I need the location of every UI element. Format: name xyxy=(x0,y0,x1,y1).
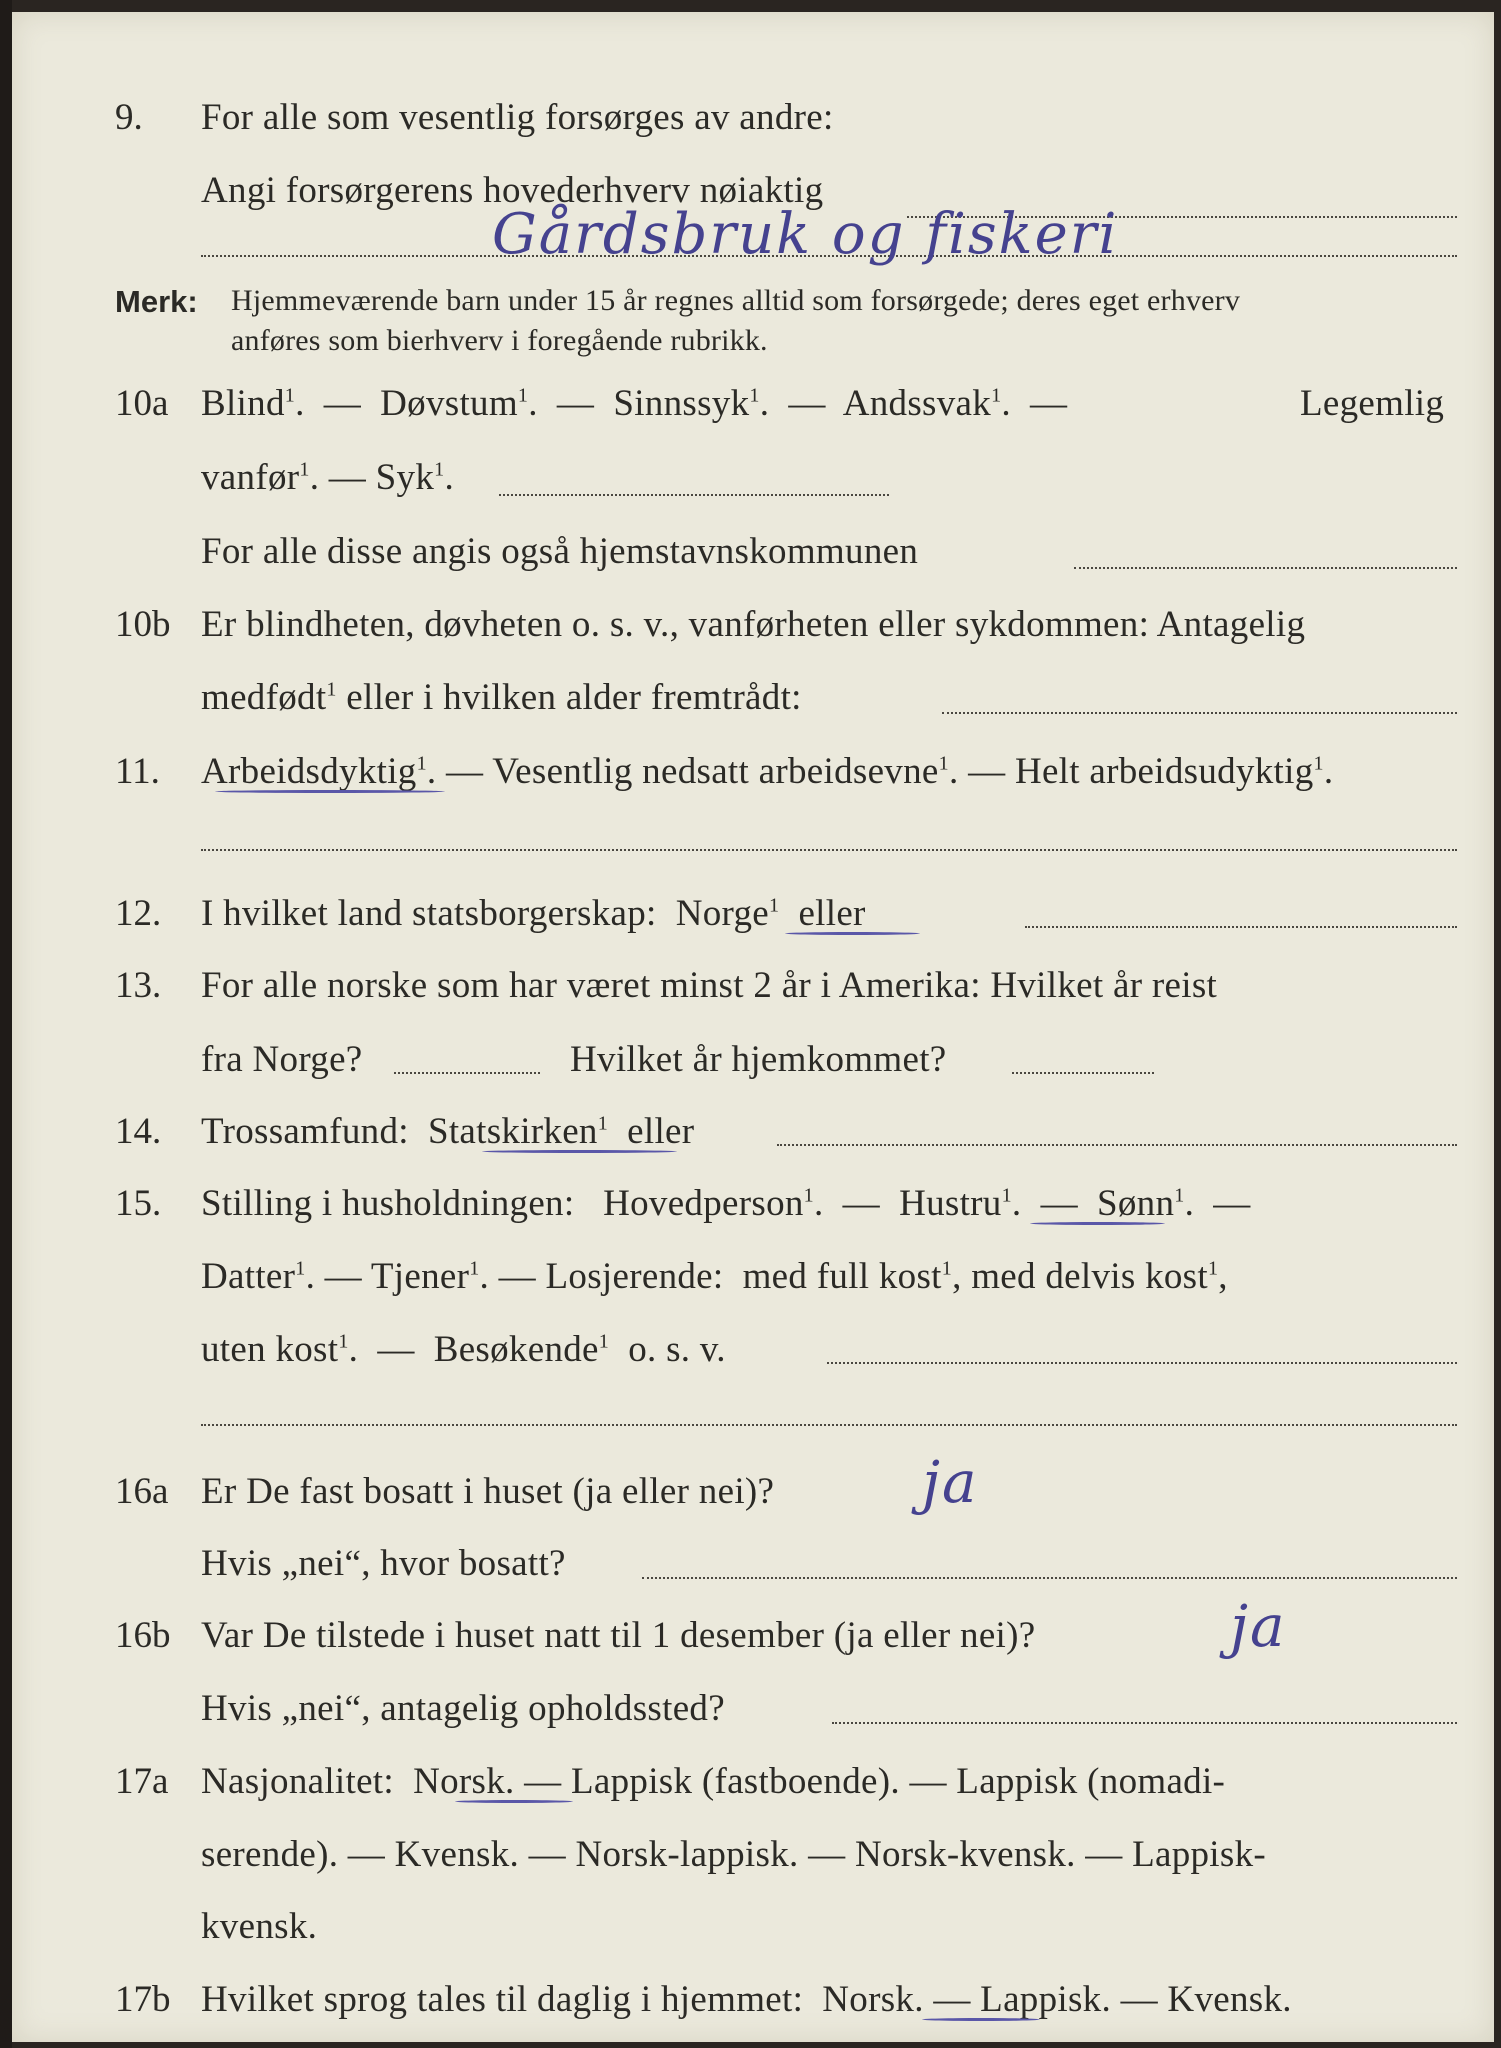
q10b-blank xyxy=(942,712,1457,714)
q10a-number: 10a xyxy=(115,383,169,424)
q14-number: 14. xyxy=(115,1111,162,1152)
q13-line2b: Hvilket år hjemkommet? xyxy=(570,1039,947,1080)
q17b-number: 17b xyxy=(115,1979,171,2020)
merk-line2: anføres som bierhverv i foregående rubrikk. xyxy=(231,324,768,357)
q10a-line3: For alle disse angis også hjemstavnskommunen xyxy=(201,531,919,572)
q16b-line2: Hvis „nei“, antagelig opholdssted? xyxy=(201,1688,725,1729)
option-syk: Syk xyxy=(375,457,435,498)
q10a-syk-blank xyxy=(499,494,889,496)
q16a-blank xyxy=(642,1577,1457,1579)
merk-line1: Hjemmeværende barn under 15 år regnes alltid som forsørgede; deres eget erhverv xyxy=(231,284,1241,317)
q12-blank xyxy=(1025,926,1457,928)
q17b-line1: Hvilket sprog tales til daglig i hjemmet: Norsk. — Lappisk. — Kvensk. xyxy=(201,1979,1292,2020)
q15-blank-1 xyxy=(827,1362,1457,1364)
q16a-line1: Er De fast bosatt i huset (ja eller nei)? xyxy=(201,1471,775,1512)
option-sinnssyk: Sinnssyk xyxy=(613,383,750,424)
option-andssvak: Andssvak xyxy=(842,383,992,424)
q9-number: 9. xyxy=(115,97,143,138)
option-vanfor: vanfør xyxy=(201,457,300,498)
q13-hjemkommet-blank xyxy=(1012,1072,1154,1074)
q16b-line1: Var De tilstede i huset natt til 1 desember (ja eller nei)? xyxy=(201,1615,1036,1656)
q14-line: Trossamfund: Statskirken$^1$ eller xyxy=(201,1111,695,1152)
q15-line1: Stilling i husholdningen: Hovedperson$^1$. — Hustru$^1$. — Sønn$^1$. — xyxy=(201,1183,1251,1224)
q15-blank-2 xyxy=(201,1424,1457,1426)
q15-selection-underline xyxy=(1030,1222,1165,1225)
merk-label: Merk: xyxy=(115,284,198,319)
q10a-line2: vanfør$^1$. — Syk$^1$. xyxy=(201,457,455,498)
scan-edge xyxy=(0,0,12,2048)
option-dovstum: Døvstum xyxy=(380,383,518,424)
q12-line: I hvilket land statsborgerskap: Norge$^1$ eller xyxy=(201,893,866,934)
q14-selection-underline xyxy=(482,1150,677,1153)
option-nedsatt: Vesentlig nedsatt arbeidsevne xyxy=(492,751,939,792)
option-norsk: Norsk. xyxy=(822,1979,924,2020)
q17a-line3: kvensk. xyxy=(201,1906,318,1947)
q9-line2: Angi forsørgerens hovederhverv nøiaktig xyxy=(201,170,824,211)
option-hustru: Hustru xyxy=(899,1183,1002,1224)
q9-line1: For alle som vesentlig forsørges av andre: xyxy=(201,97,834,138)
q10a-hjemstavn-blank xyxy=(1074,567,1457,569)
option-arbeidsdyktig: Arbeidsdyktig xyxy=(201,751,417,792)
q15-line2: Datter$^1$. — Tjener$^1$. — Losjerende: med full kost$^1$, med delvis kost$^1$, xyxy=(201,1256,1228,1297)
q10a-line1: Blind$^1$. — Døvstum$^1$. — Sinnssyk$^1$. — Andssvak$^1$. — xyxy=(201,383,1068,424)
q17a-selection-underline xyxy=(455,1800,573,1803)
q16b-blank xyxy=(832,1722,1457,1724)
option-statskirken: Statskirken xyxy=(427,1111,598,1152)
q17a-line2: serende). — Kvensk. — Norsk-lappisk. — Norsk-kvensk. — Lappisk- xyxy=(201,1834,1266,1875)
q10b-line2: medfødt$^1$ eller i hvilken alder fremtrådt: xyxy=(201,677,802,718)
option-blind: Blind xyxy=(201,383,285,424)
q12-selection-underline xyxy=(785,932,920,935)
q11-selection-underline xyxy=(215,790,445,793)
q13-line1: For alle norske som har været minst 2 år i Amerika: Hvilket år reist xyxy=(201,965,1218,1006)
q9-handwritten-answer: Gårdsbruk og fiskeri xyxy=(492,202,1119,267)
q16a-line2: Hvis „nei“, hvor bosatt? xyxy=(201,1543,566,1584)
q11-blank xyxy=(201,849,1457,851)
q10b-number: 10b xyxy=(115,604,171,645)
q10b-line1: Er blindheten, døvheten o. s. v., vanførheten eller sykdommen: Antagelig xyxy=(201,604,1306,645)
option-norge: Norge xyxy=(675,893,770,934)
option-legemlig: Legemlig xyxy=(1300,383,1445,424)
q15-number: 15. xyxy=(115,1183,162,1224)
q13-reist-blank xyxy=(394,1072,540,1074)
option-norsk: Norsk. xyxy=(413,1761,515,1802)
q17a-line1: Nasjonalitet: Norsk. — Lappisk (fastboende). — Lappisk (nomadi- xyxy=(201,1761,1226,1802)
q17a-number: 17a xyxy=(115,1761,169,1802)
census-form-page xyxy=(12,12,1494,2042)
q16a-handwritten-answer: ja xyxy=(922,1448,979,1516)
q11-line1: Arbeidsdyktig$^1$. — Vesentlig nedsatt arbeidsevne$^1$. — Helt arbeidsudyktig$^1$. xyxy=(201,751,1334,792)
q17b-selection-underline xyxy=(922,2018,1040,2021)
q13-number: 13. xyxy=(115,965,162,1006)
option-udyktig: Helt arbeidsudyktig xyxy=(1014,751,1314,792)
q13-line2a: fra Norge? xyxy=(201,1039,363,1080)
q16b-handwritten-answer: ja xyxy=(1230,1592,1287,1660)
q16a-number: 16a xyxy=(115,1471,169,1512)
q16b-number: 16b xyxy=(115,1615,171,1656)
q14-blank xyxy=(777,1144,1457,1146)
q11-number: 11. xyxy=(115,751,160,792)
q12-number: 12. xyxy=(115,893,162,934)
q15-line3: uten kost$^1$. — Besøkende$^1$ o. s. v. xyxy=(201,1329,726,1370)
